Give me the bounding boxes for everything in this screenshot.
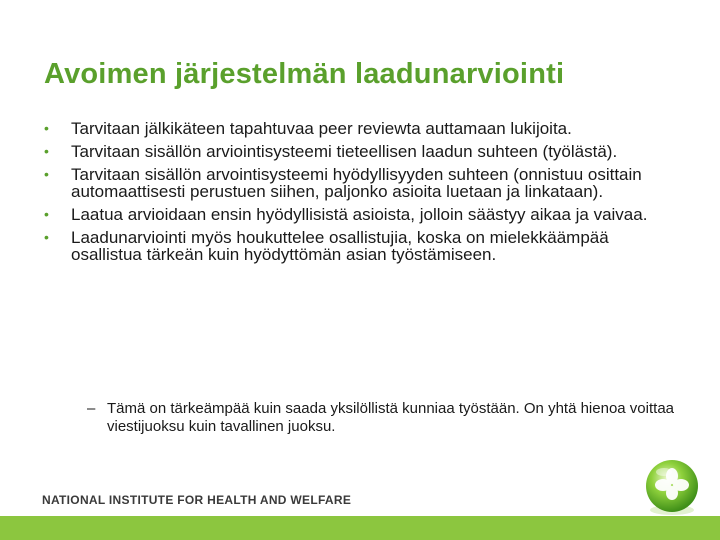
organization-name: NATIONAL INSTITUTE FOR HEALTH AND WELFARE [42,493,352,507]
slide-title: Avoimen järjestelmän laadunarviointi [44,58,565,90]
bullet-item [44,229,684,263]
bullet-item [44,166,684,200]
bullet-marker: • [44,143,49,159]
bullet-item [44,206,684,223]
bullet-marker: • [44,229,49,245]
sub-bullet [87,400,687,436]
bottom-accent-bar [0,516,720,540]
bullet-text: Tarvitaan sisällön arviointisysteemi tieteellisen laadun suhteen (työlästä). [71,142,618,161]
bullet-text: Tarvitaan jälkikäteen tapahtuvaa peer reviewta auttamaan lukijoita. [71,119,572,138]
bullet-marker: • [44,206,49,222]
bullet-text: Tarvitaan sisällön arvointisysteemi hyödyllisyyden suhteen (onnistuu osittain automaattisesti perustuen siihen, paljonko asioita luetaan ja linkataan). [71,165,642,201]
bullet-marker: • [44,166,49,182]
bullet-item [44,120,684,137]
bullet-text: Laadunarviointi myös houkuttelee osallistujia, koska on mielekkäämpää osallistua tärkeän kuin hyödyttömän asian työstämiseen. [71,228,609,264]
sub-bullet-marker: – [87,400,96,417]
green-globe-clover-icon [636,450,708,522]
bullet-item [44,143,684,160]
sub-bullet-text: Tämä on tärkeämpää kuin saada yksilöllistä kunniaa työstään. On yhtä hienoa voittaa viestijuoksu kuin tavallinen juoksu. [107,400,674,435]
bullet-marker: • [44,120,49,136]
bullet-text: Laatua arvioidaan ensin hyödyllisistä asioista, jolloin säästyy aikaa ja vaivaa. [71,205,648,224]
bullet-list [44,120,684,269]
